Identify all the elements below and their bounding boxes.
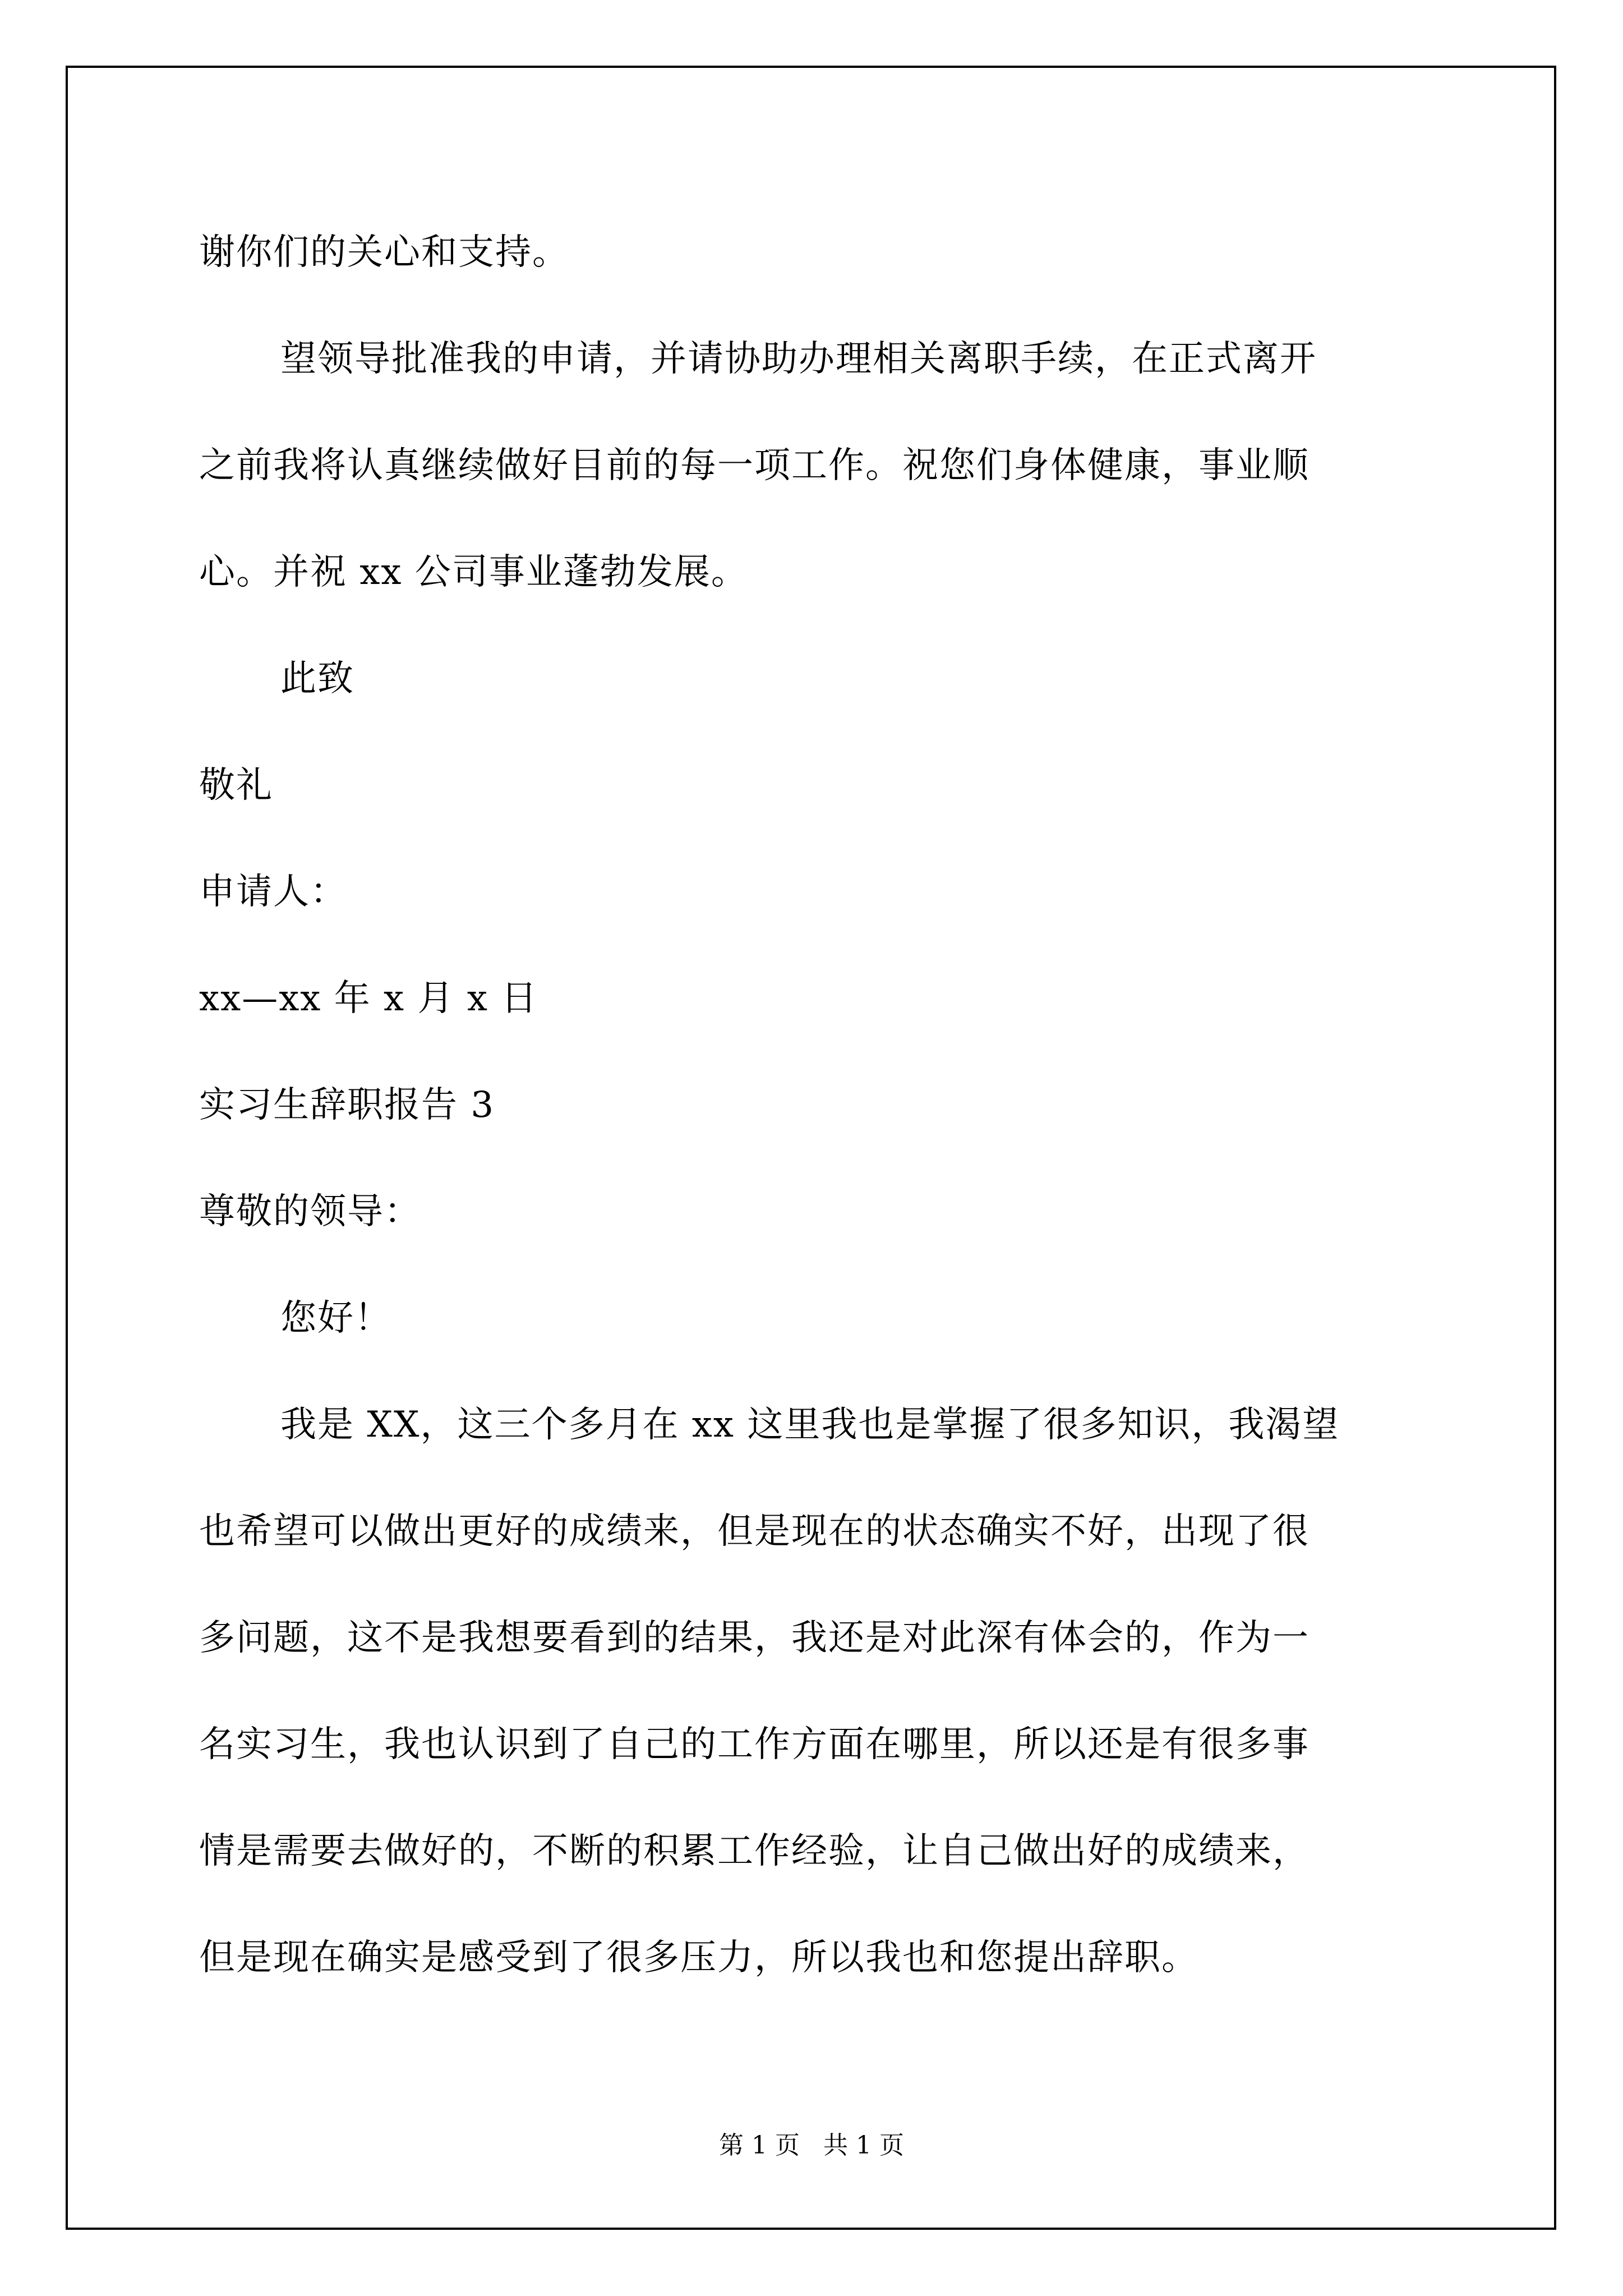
greeting-hello: 您好！ (280, 1297, 391, 1339)
page-footer: 第 1 页 共 1 页 (719, 2131, 904, 2160)
text-line-15: 名实习生，我也认识到了自己的工作方面在哪里，所以还是有很多事 (199, 1724, 1310, 1765)
text-line-4: 心。并祝 xx 公司事业蓬勃发展。 (199, 551, 748, 593)
greeting-recipient: 尊敬的领导： (199, 1191, 421, 1232)
text-line-16: 情是需要去做好的，不断的积累工作经验，让自己做出好的成绩来， (199, 1830, 1310, 1872)
text-line-1: 谢你们的关心和支持。 (199, 232, 569, 273)
page-border (66, 66, 1556, 2230)
text-line-14: 多问题，这不是我想要看到的结果，我还是对此深有体会的，作为一 (199, 1617, 1310, 1659)
text-line-3: 之前我将认真继续做好目前的每一项工作。祝您们身体健康，事业顺 (199, 445, 1310, 486)
closing-respect: 敬礼 (199, 765, 273, 806)
text-line-2: 望领导批准我的申请，并请协助办理相关离职手续，在正式离开 (280, 338, 1317, 380)
date-line: xx—xx 年 x 月 x 日 (199, 978, 538, 1019)
text-line-17: 但是现在确实是感受到了很多压力，所以我也和您提出辞职。 (199, 1937, 1198, 1978)
text-line-12: 我是 XX，这三个多月在 xx 这里我也是掌握了很多知识，我渴望 (280, 1404, 1340, 1446)
applicant-label: 申请人： (199, 871, 347, 913)
text-line-13: 也希望可以做出更好的成绩来，但是现在的状态确实不好，出现了很 (199, 1511, 1310, 1552)
closing-salutation: 此致 (280, 658, 354, 700)
section-title: 实习生辞职报告 3 (199, 1084, 495, 1126)
